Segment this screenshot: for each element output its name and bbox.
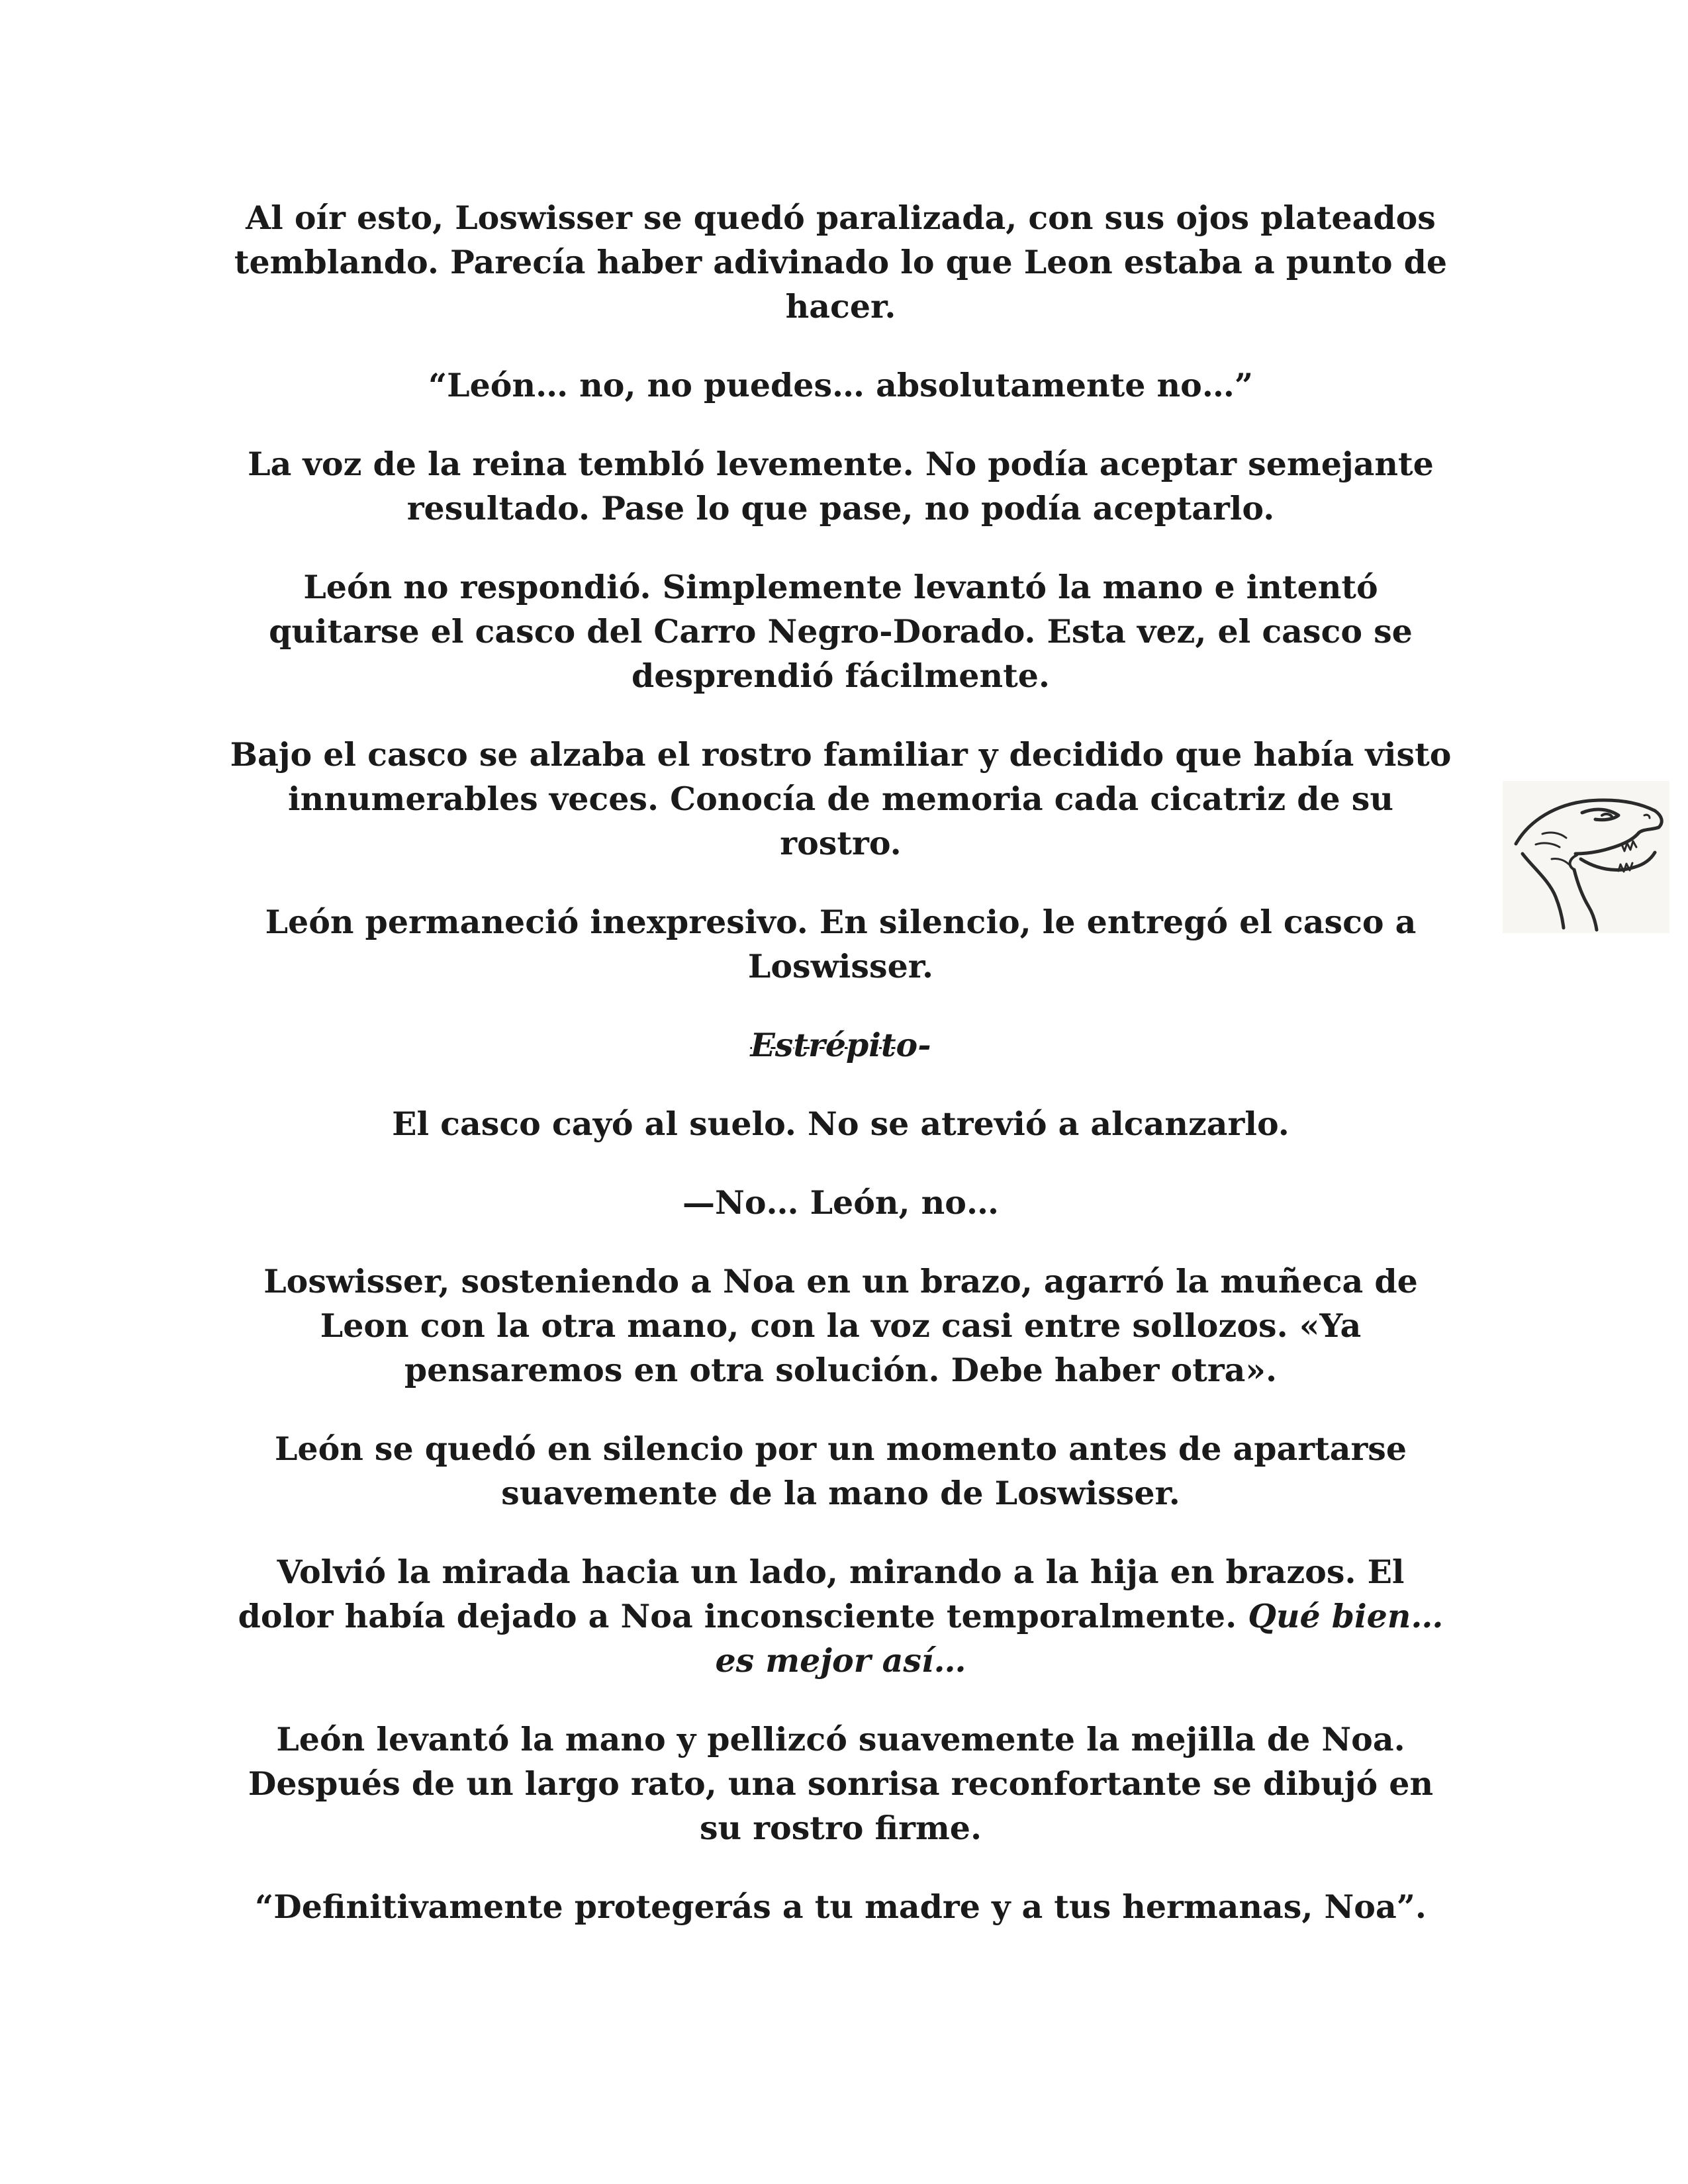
- paragraph: [225, 1550, 1456, 1683]
- paragraph: León permaneció inexpresivo. En silencio, le entregó el casco a Loswisser.: [265, 903, 1417, 985]
- paragraph: León no respondió. Simplemente levantó la mano e intentó quitarse el casco del Carro Negro-Dorado. Esta vez, el casco se desprendió fácilmente.: [269, 568, 1413, 695]
- paragraph-text: Volvió la mirada hacia un lado, mirando a la hija en brazos. El dolor había dejado a Noa inconsciente temporalmente.: [238, 1553, 1405, 1635]
- dialogue-line: —No… León, no…: [682, 1183, 999, 1222]
- paragraph: Al oír esto, Loswisser se quedó paralizada, con sus ojos plateados temblando. Parecía haber adivinado lo que Leon estaba a punto de hacer.: [234, 199, 1448, 326]
- paragraph: León se quedó en silencio por un momento antes de apartarse suavemente de la mano de Loswisser.: [274, 1430, 1407, 1512]
- sound-effect: Estrépito-: [750, 1026, 931, 1064]
- paragraph: Bajo el casco se alzaba el rostro familiar y decidido que había visto innumerables veces. Conocía de memoria cada cicatriz de su rostro.: [230, 735, 1452, 862]
- paragraph: La voz de la reina tembló levemente. No podía aceptar semejante resultado. Pase lo que pase, no podía aceptarlo.: [248, 445, 1434, 527]
- paragraph: El casco cayó al suelo. No se atrevió a alcanzarlo.: [392, 1105, 1289, 1143]
- dialogue-line: “León… no, no puedes… absolutamente no…”: [428, 366, 1254, 404]
- body-text: [225, 196, 1456, 1964]
- paragraph: León levantó la mano y pellizcó suavemente la mejilla de Noa. Después de un largo rato, una sonrisa reconfortante se dibujó en su rostro firme.: [248, 1720, 1434, 1847]
- dialogue-line: “Definitivamente protegerás a tu madre y a tus hermanas, Noa”.: [255, 1888, 1427, 1926]
- inner-thought: Qué bien… es mejor así…: [715, 1597, 1444, 1680]
- paragraph: Loswisser, sosteniendo a Noa en un brazo, agarró la muñeca de Leon con la otra mano, con la voz casi entre sollozos. «Ya pensaremos en otra solución. Debe haber otra».: [263, 1262, 1418, 1389]
- dinosaur-head-icon: [1503, 781, 1669, 933]
